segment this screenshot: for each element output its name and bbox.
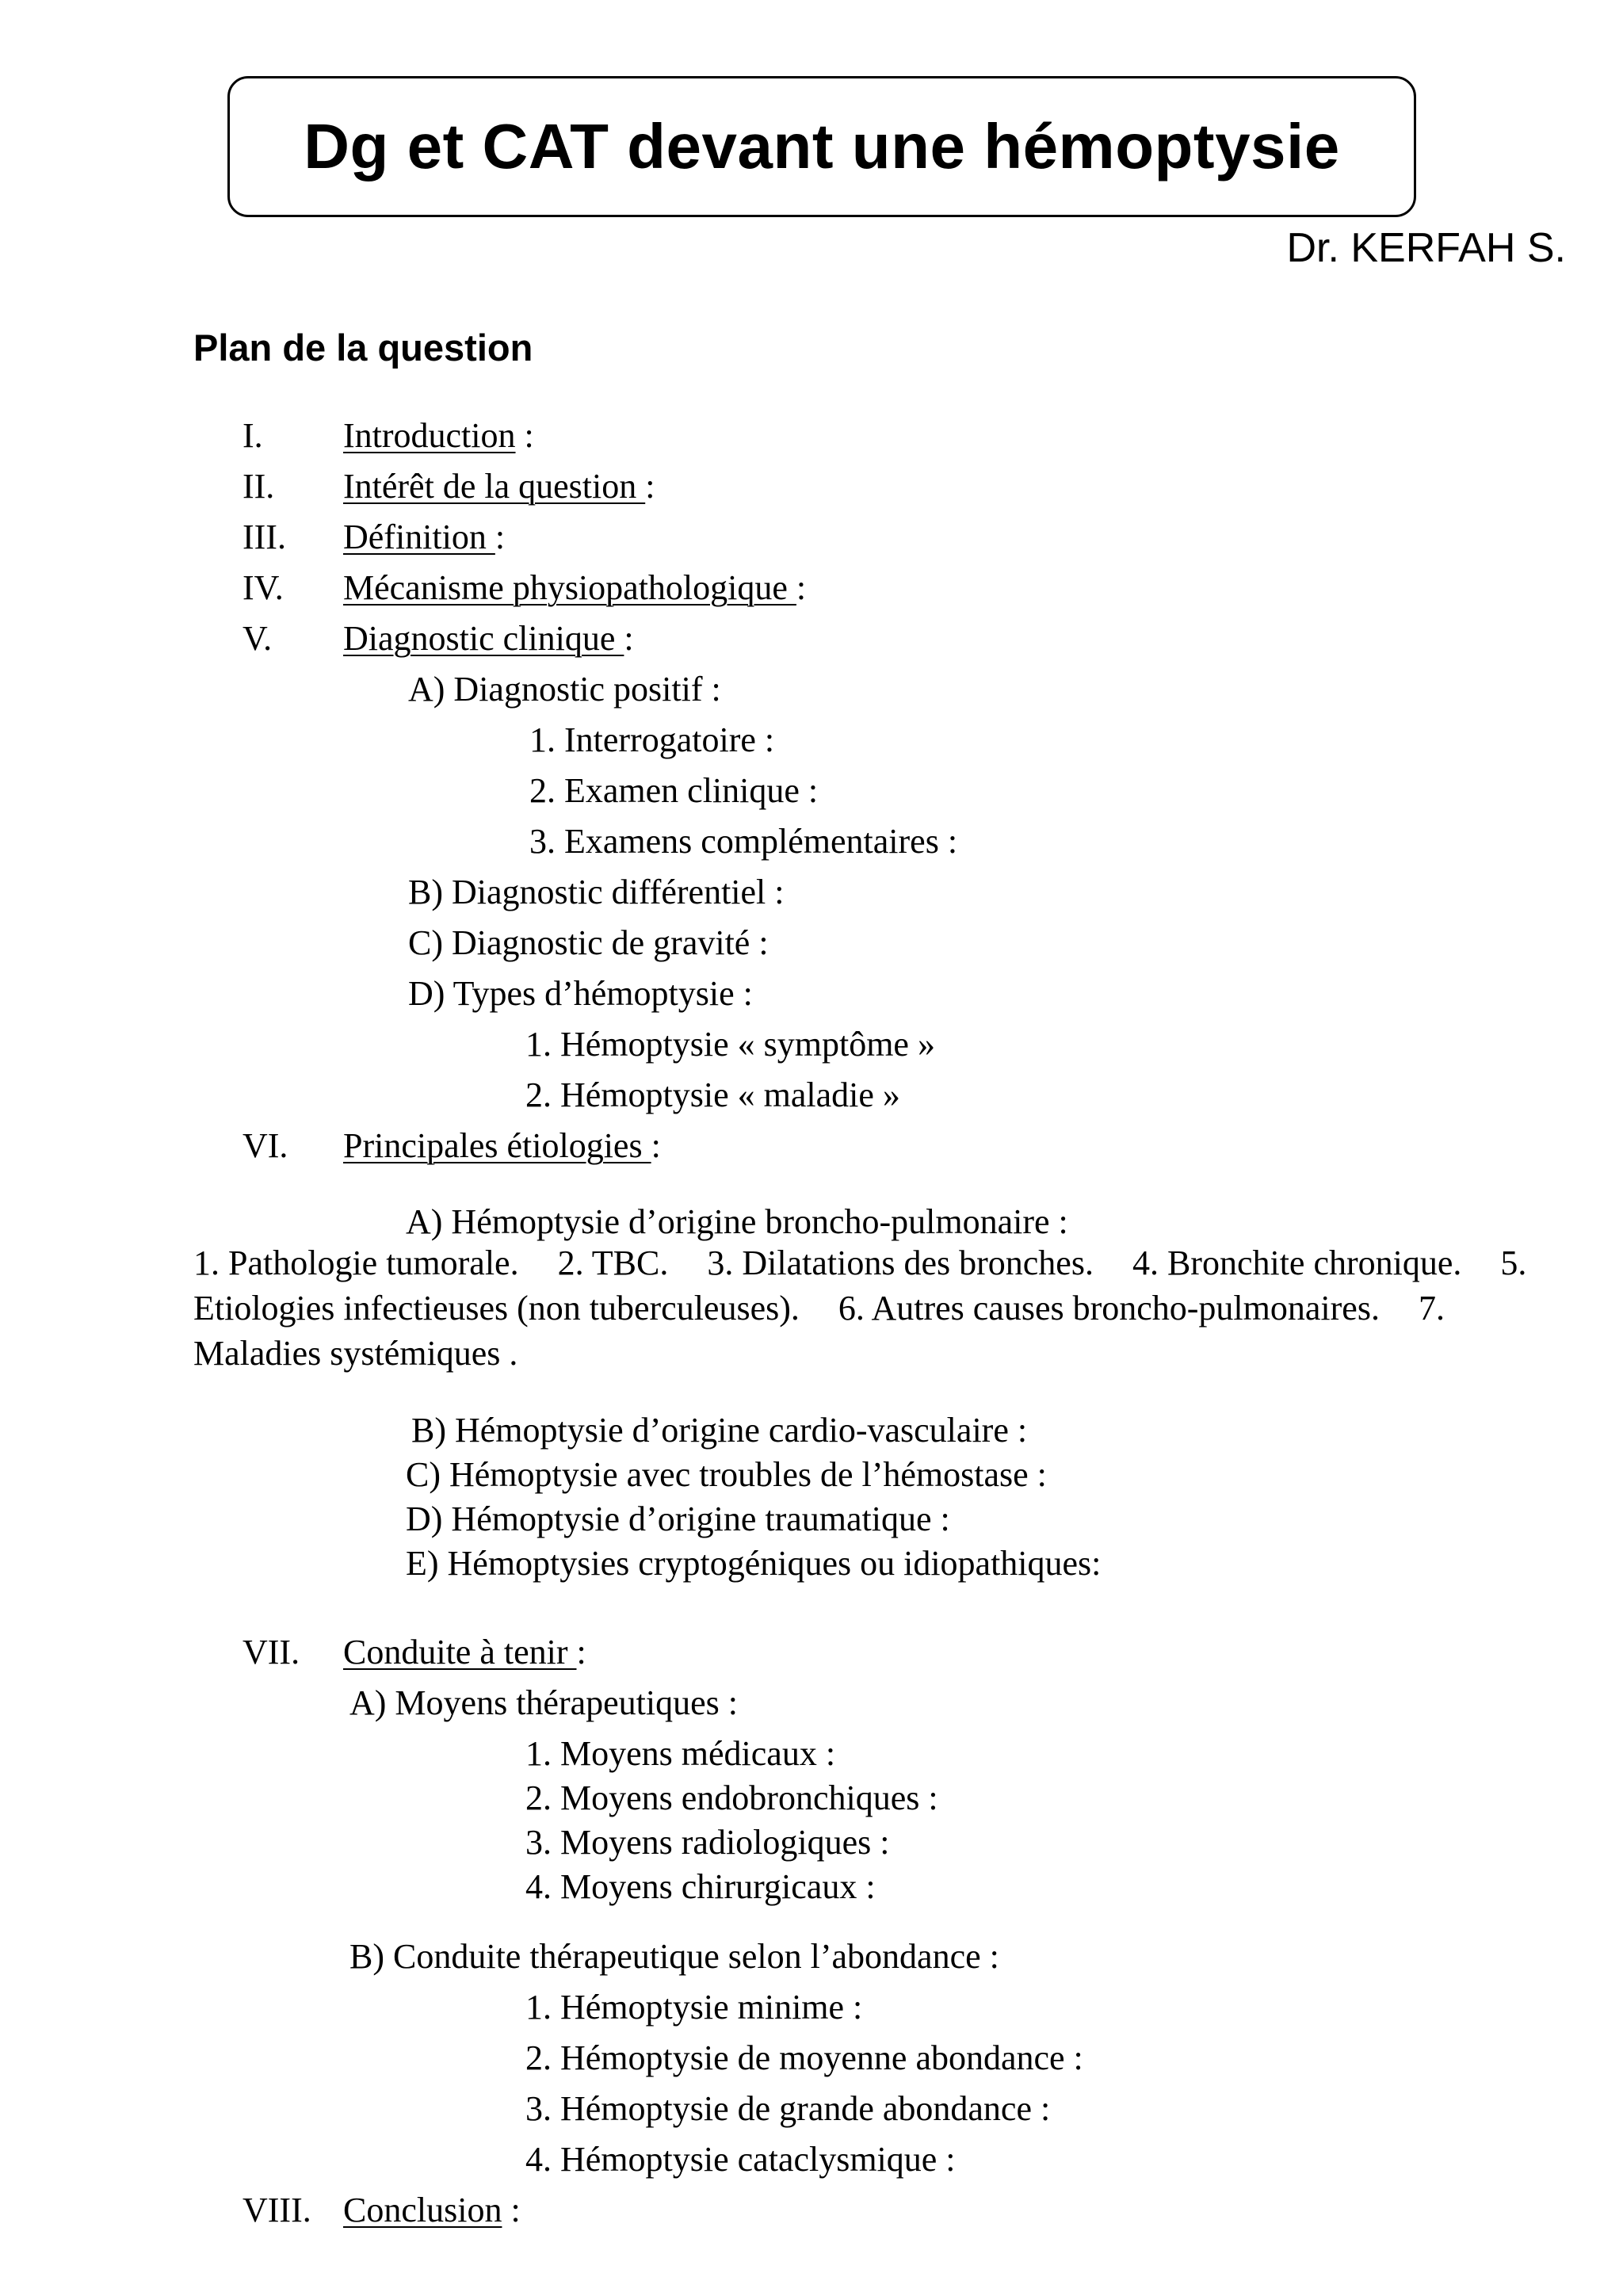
section-suffix: : [645, 467, 655, 506]
section-suffix: : [796, 568, 807, 607]
subsection: A) Moyens thérapeutiques : [349, 1683, 738, 1722]
plan-heading: Plan de la question [193, 327, 533, 369]
section-title: Diagnostic clinique [343, 619, 624, 658]
list-item: 1. Hémoptysie minime : [525, 1988, 863, 2027]
list-item: 2. Hémoptysie de moyenne abondance : [525, 2038, 1083, 2077]
section-number: VIII. [242, 2191, 311, 2229]
section-heading [343, 621, 634, 656]
subsection: C) Diagnostic de gravité : [408, 923, 769, 962]
section-number: V. [242, 619, 273, 658]
section-suffix: : [515, 416, 534, 455]
list-item: 6. Autres causes broncho-pulmonaires. [838, 1289, 1380, 1328]
list-item: 7. Maladies systémiques . [193, 1289, 1445, 1373]
section-heading [343, 2193, 521, 2228]
title-box [227, 76, 1416, 217]
subsection: B) Conduite thérapeutique selon l’abondance : [349, 1937, 999, 1976]
subsection: B) Hémoptysie d’origine cardio-vasculaire : [411, 1411, 1028, 1450]
section-title: Principales étiologies [343, 1126, 651, 1165]
subsection: E) Hémoptysies cryptogéniques ou idiopathiques: [406, 1544, 1102, 1583]
subsection: A) Diagnostic positif : [408, 670, 721, 709]
list-item: 3. Dilatations des bronches. [707, 1244, 1094, 1282]
section-number: I. [242, 416, 263, 455]
list-item: 3. Examens complémentaires : [529, 822, 958, 861]
section-title: Intérêt de la question [343, 467, 646, 506]
list-item: 3. Hémoptysie de grande abondance : [525, 2089, 1051, 2128]
section-heading [343, 520, 505, 555]
section-number: II. [242, 467, 275, 506]
list-item: 2. Hémoptysie « maladie » [525, 1075, 900, 1114]
section-number: IV. [242, 568, 284, 607]
list-item: 3. Moyens radiologiques : [525, 1823, 890, 1862]
section-suffix: : [624, 619, 634, 658]
section-title: Conduite à tenir [343, 1633, 577, 1671]
list-item: 1. Interrogatoire : [529, 720, 775, 759]
section-number: VI. [242, 1126, 288, 1165]
list-item: 2. Examen clinique : [529, 771, 819, 810]
list-item: 4. Moyens chirurgicaux : [525, 1867, 876, 1906]
list-item: 2. Moyens endobronchiques : [525, 1778, 938, 1817]
subsection: B) Diagnostic différentiel : [408, 873, 785, 911]
list-item: 4. Hémoptysie cataclysmique : [525, 2140, 956, 2179]
etiologies-list [193, 1240, 1572, 1376]
subsection: D) Types d’hémoptysie : [408, 974, 753, 1013]
list-item: 1. Moyens médicaux : [525, 1734, 836, 1773]
section-number: VII. [242, 1633, 300, 1671]
section-heading [343, 418, 534, 453]
section-title: Définition [343, 518, 495, 556]
author: Dr. KERFAH S. [1286, 225, 1566, 271]
subsection: D) Hémoptysie d’origine traumatique : [406, 1499, 950, 1538]
list-item: 2. TBC. [557, 1244, 669, 1282]
section-heading [343, 1126, 661, 1165]
subsection: C) Hémoptysie avec troubles de l’hémostase : [406, 1455, 1047, 1494]
list-item: 1. Pathologie tumorale. [193, 1244, 519, 1282]
section-heading [343, 1635, 586, 1670]
section-heading [343, 568, 807, 607]
list-item: 4. Bronchite chronique. [1132, 1244, 1462, 1282]
subsection: A) Hémoptysie d’origine broncho-pulmonaire : [406, 1202, 1068, 1241]
list-item: 5. Etiologies infectieuses (non tuberculeuses). [193, 1244, 1527, 1328]
section-title: Introduction [343, 416, 516, 455]
section-suffix: : [495, 518, 506, 556]
section-heading [343, 469, 655, 504]
section-number: III. [242, 518, 286, 556]
section-suffix: : [651, 1126, 661, 1165]
section-suffix: : [576, 1633, 586, 1671]
section-suffix: : [502, 2191, 521, 2229]
section-title: Conclusion [343, 2191, 502, 2229]
list-item: 1. Hémoptysie « symptôme » [525, 1025, 935, 1064]
section-title: Mécanisme physiopathologique [343, 568, 796, 607]
page-title: Dg et CAT devant une hémoptysie [304, 111, 1340, 181]
